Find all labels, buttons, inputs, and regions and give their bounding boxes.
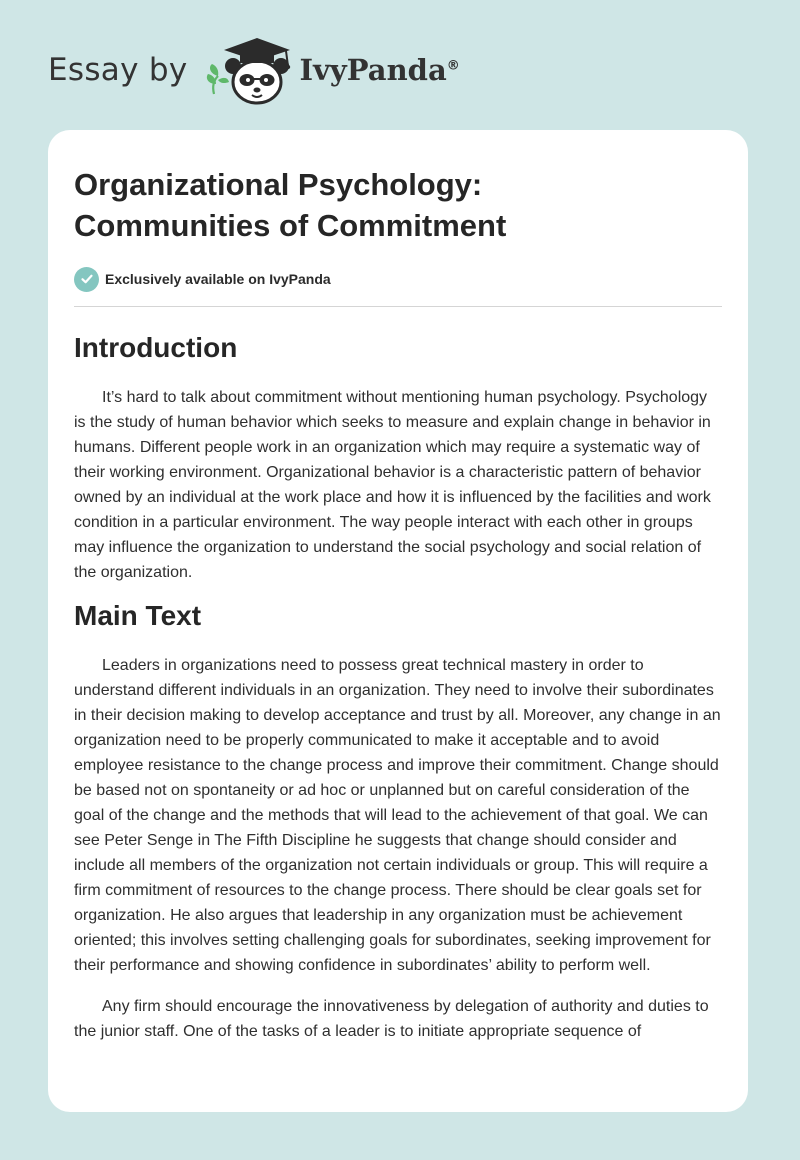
brand-name-text: IvyPanda: [299, 53, 447, 87]
brand-name: [300, 53, 460, 87]
brand-prefix: Essay by: [48, 52, 188, 88]
essay-title: [74, 164, 722, 246]
section-heading-main-text: Main Text: [74, 600, 202, 631]
check-circle-icon: [74, 267, 99, 292]
exclusive-badge-text: Exclusively available on IvyPanda: [105, 271, 331, 287]
essay-title-line2: Communities of Commitment: [74, 208, 507, 243]
panda-logo-icon: [202, 34, 298, 106]
main-paragraph-1: Leaders in organizations need to possess great technical mastery in order to understand different individuals in an organization. They need to involve their subordinates in their decision making to develop acceptance and trust by all. Moreover, any change in an organization need to be properly communicated to make it acceptable and to avoid employee resistance to the change process and improve their commitment. Change should be based not on spontaneity or ad hoc or unplanned but on careful consideration of the goal of the change and the methods that will lead to the achievement of that goal. We can see Peter Senge in The Fifth Discipline he suggests that change should consider and include all members of the organization not certain individuals or group. This will require a firm commitment of resources to the change process. There should be clear goals set for organization. He also argues that leadership in any organization must be achievement oriented; this involves setting challenging goals for subordinates, seeking improvement for their performance and showing confidence in subordinates’ ability to perform well.: [74, 657, 721, 974]
registered-mark: ®: [446, 58, 460, 74]
brand-header[interactable]: [48, 34, 460, 106]
exclusive-badge: [74, 266, 722, 292]
main-paragraph-2: Any firm should encourage the innovativeness by delegation of authority and duties to the junior staff. One of the tasks of a leader is to initiate appropriate sequence of: [74, 998, 709, 1040]
essay-card: [48, 130, 748, 1112]
section-heading-introduction: Introduction: [74, 332, 238, 363]
essay-title-line1: Organizational Psychology:: [74, 167, 483, 202]
intro-paragraph: It’s hard to talk about commitment without mentioning human psychology. Psychology is the study of human behavior which seeks to measure and explain change in behavior in humans. Different people work in an organization which may require a systematic way of their working environment. Organizational behavior is a characteristic pattern of behavior owned by an individual at the work place and how it is influenced by the facilities and work condition in a particular environment. The way people interact with each other in groups may influence the organization to understand the social psychology and social relation of the organization.: [74, 389, 711, 581]
title-divider: [74, 306, 722, 307]
